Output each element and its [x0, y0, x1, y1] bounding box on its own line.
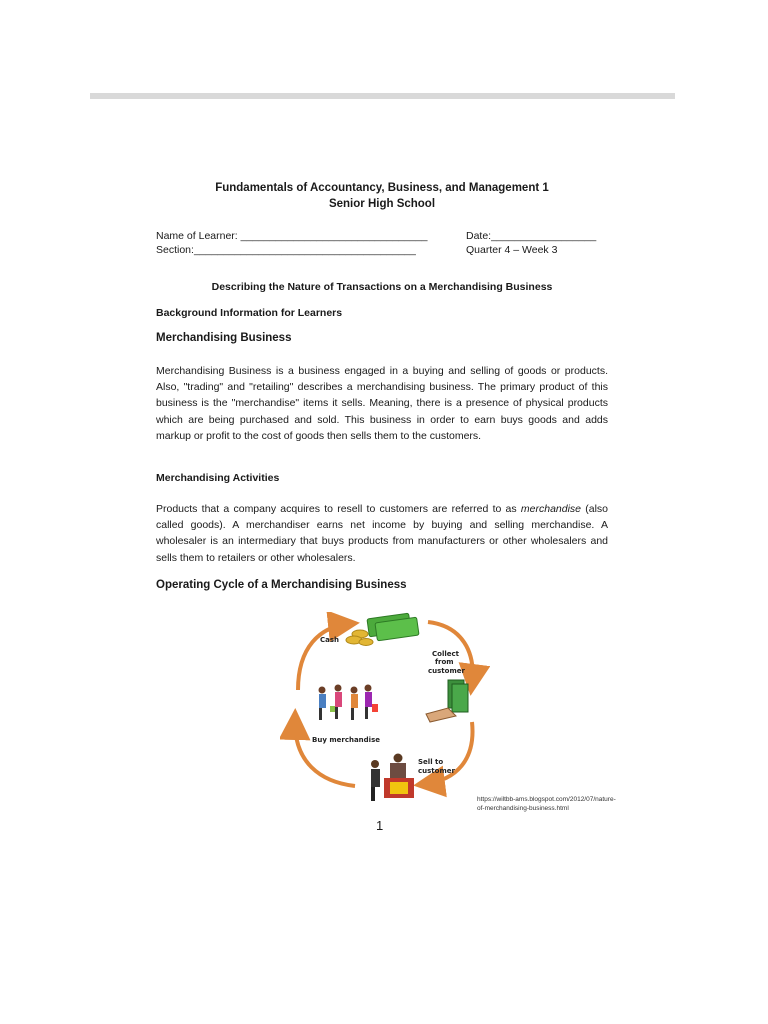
payment-icon	[426, 680, 468, 722]
paragraph-part-2: (also called goods). A merchandiser earns net income by buying and selling merchandise. A wholesaler is an intermediary that buys products from manufacturers or other wholesalers and sells them to retailers or other wholesalers.	[156, 503, 609, 564]
operating-cycle-diagram	[280, 612, 490, 812]
shoppers-icon	[319, 685, 379, 721]
operating-cycle-heading: Operating Cycle of a Merchandising Business	[156, 579, 407, 591]
document-page	[156, 180, 609, 591]
page-number: 1	[376, 818, 384, 833]
date-field[interactable]: Date:__________________	[466, 230, 597, 242]
top-divider	[90, 93, 675, 99]
cycle-arrow-top-left	[298, 624, 348, 690]
background-heading: Background Information for Learners	[156, 307, 343, 319]
sale-transaction-icon	[371, 754, 414, 802]
school-level: Senior High School	[328, 198, 436, 210]
merchandising-activities-heading: Merchandising Activities	[156, 472, 280, 484]
paragraph-part-1: Products that a company acquires to resell to customers are referred to as	[156, 503, 521, 515]
source-line1: https://wiltbb-ams.blogspot.com/2012/07/nature-	[477, 796, 616, 803]
name-of-learner-field[interactable]: Name of Learner: ________________________________	[156, 230, 428, 242]
collect-label-line3: customer	[428, 667, 465, 675]
source-line2: of-merchandising-business.html	[477, 805, 569, 812]
course-title: Fundamentals of Accountancy, Business, and Management 1	[215, 182, 549, 194]
quarter-label: Quarter 4 – Week 3	[466, 244, 558, 256]
collect-label-line1: Collect	[432, 650, 459, 658]
cash-label: Cash	[320, 636, 340, 644]
merchandising-business-paragraph: Merchandising Business is a business engaged in a buying and selling of goods or products. Also, "trading" and "retailing" describes a merchandising business. The primary product of this business is the "merchandise" items it sells. Meaning, there is a presence of physical products which are being purchased and sold. This business in order to earn buys goods and adds markup or profit to the cost of goods then sells them to the customers.	[156, 365, 608, 442]
sell-label-line1: Sell to	[418, 758, 444, 766]
sell-label-line2: customer	[418, 767, 455, 775]
buy-merchandise-label: Buy merchandise	[312, 736, 380, 744]
image-source	[477, 795, 647, 813]
lesson-title: Describing the Nature of Transactions on a Merchandising Business	[211, 281, 553, 293]
cash-icon	[346, 613, 419, 645]
merchandise-emphasis: merchandise	[520, 503, 582, 515]
section-field[interactable]: Section:______________________________________	[156, 244, 416, 256]
cycle-arrow-bottom-left	[295, 720, 355, 786]
merchandising-activities-paragraph	[156, 501, 608, 566]
learner-fields	[156, 229, 608, 257]
collect-label-line2: from	[435, 658, 454, 666]
merchandising-business-heading: Merchandising Business	[156, 332, 292, 344]
